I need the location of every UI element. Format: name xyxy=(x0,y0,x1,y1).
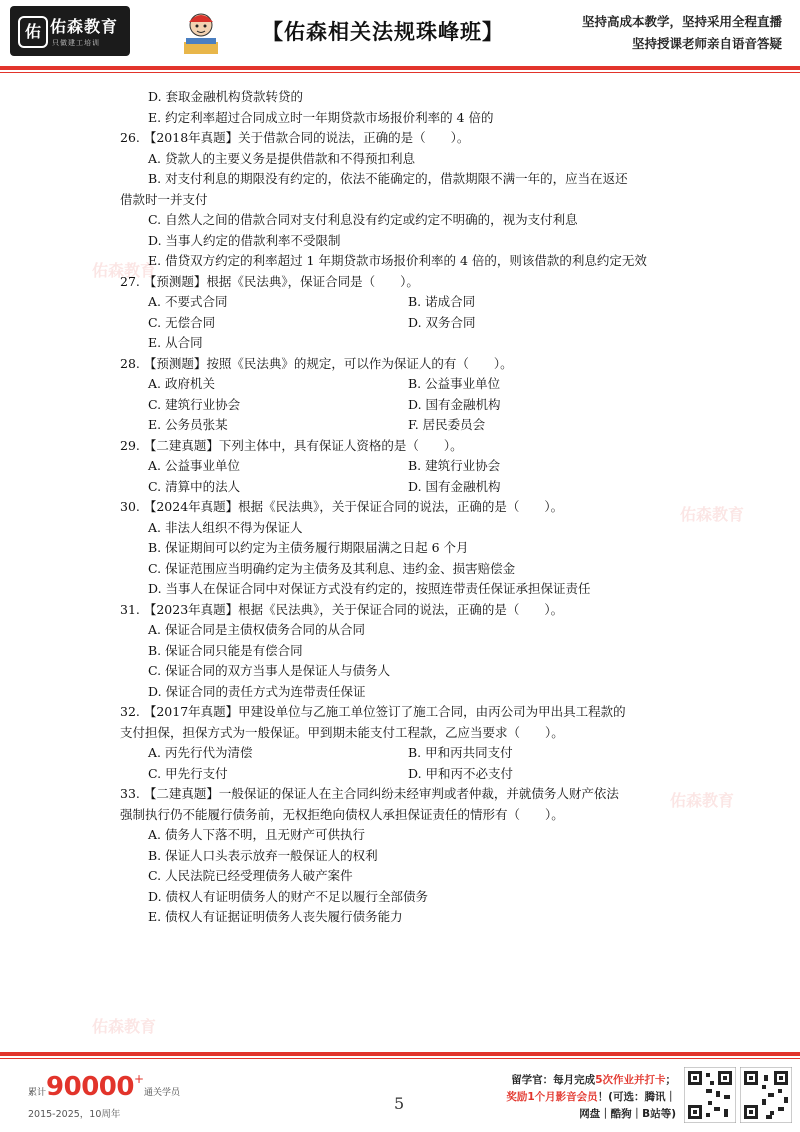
logo-mark: 佑 xyxy=(18,16,48,48)
answer-option: A. 不要式合同 xyxy=(148,294,228,309)
watermark: 佑森教育 xyxy=(670,791,735,810)
promo-1b: 5次作业并打卡 xyxy=(595,1074,666,1086)
answer-option: A. 公益事业单位 xyxy=(148,458,240,473)
answer-option: D. 甲和丙不必支付 xyxy=(408,766,514,781)
question-stem: 31. 【2023年真题】根据《民法典》，关于保证合同的说法，正确的是（ ）。 xyxy=(120,602,564,617)
answer-option: B. 公益事业单位 xyxy=(408,376,501,391)
brand-logo xyxy=(10,6,130,56)
footer-rule-thin xyxy=(0,1058,800,1059)
page-header xyxy=(0,0,800,64)
answer-option: B. 保证期间可以约定为主债务履行期限届满之日起 6 个月 xyxy=(148,540,469,555)
logo-tagline: 只做建工培训 xyxy=(52,39,100,47)
answer-option: C. 甲先行支付 xyxy=(148,766,228,781)
slogan-line-2: 坚持授课老师亲自语音答疑 xyxy=(631,36,782,51)
answer-option: F. 居民委员会 xyxy=(408,417,486,432)
answer-option: A. 政府机关 xyxy=(148,376,215,391)
page-number: 5 xyxy=(394,1094,405,1113)
answer-option: D. 套取金融机构贷款转贷的 xyxy=(148,89,304,104)
answer-option: D. 当事人在保证合同中对保证方式没有约定的，按照连带责任保证承担保证责任 xyxy=(148,581,591,596)
learner-count xyxy=(28,1072,180,1102)
question-stem: 26. 【2018年真题】关于借款合同的说法，正确的是（ ）。 xyxy=(120,130,470,145)
question-stem: 30. 【2024年真题】根据《民法典》，关于保证合同的说法，正确的是（ ）。 xyxy=(120,499,564,514)
watermark: 佑森教育 xyxy=(92,1017,157,1036)
answer-option: E. 约定利率超过合同成立时一年期贷款市场报价利率的 4 倍的 xyxy=(148,110,494,125)
promo-text xyxy=(470,1072,676,1123)
answer-option: D. 国有金融机构 xyxy=(408,397,501,412)
answer-option: E. 从合同 xyxy=(148,335,203,350)
page-title: 【佑森相关法规珠峰班】 xyxy=(262,20,504,44)
question-stem: 28. 【预测题】按照《民法典》的规定，可以作为保证人的有（ ）。 xyxy=(120,356,513,371)
watermark: 佑森教育 xyxy=(680,505,745,524)
count-suffix: 通关学员 xyxy=(144,1088,181,1098)
answer-option: C. 无偿合同 xyxy=(148,315,216,330)
answer-option: C. 保证范围应当明确约定为主债务及其利息、违约金、损害赔偿金 xyxy=(148,561,516,576)
answer-option: A. 保证合同是主债权债务合同的从合同 xyxy=(148,622,365,637)
answer-option: D. 当事人约定的借款利率不受限制 xyxy=(148,233,341,248)
answer-option: C. 自然人之间的借款合同对支付利息没有约定或约定不明确的，视为支付利息 xyxy=(148,212,578,227)
answer-option: B. 对支付利息的期限没有约定的，依法不能确定的，借款期限不满一年的，应当在返还 xyxy=(148,171,628,186)
count-prefix: 累计 xyxy=(28,1088,47,1098)
promo-2b: ！(可选：腾讯｜ xyxy=(597,1091,676,1103)
answer-option: E. 借贷双方约定的利率超过 1 年期贷款市场报价利率的 4 倍的，则该借款的利息约定无效 xyxy=(148,253,647,268)
footer-rule xyxy=(0,1052,800,1056)
header-rule-thin xyxy=(0,72,800,73)
qr-code-icon xyxy=(684,1067,736,1123)
answer-option: A. 贷款人的主要义务是提供借款和不得预扣利息 xyxy=(148,151,415,166)
promo-1a: 留学官：每月完成 xyxy=(511,1074,596,1086)
answer-option: A. 债务人下落不明，且无财产可供执行 xyxy=(148,827,365,842)
answer-option: B. 诺成合同 xyxy=(408,294,476,309)
anniversary-text: 2015-2025，10周年 xyxy=(28,1109,121,1120)
watermark: 佑森教育 xyxy=(92,261,157,280)
answer-option: D. 双务合同 xyxy=(408,315,476,330)
answer-option: B. 保证合同只能是有偿合同 xyxy=(148,643,303,658)
answer-option: E. 债权人有证据证明债务人丧失履行债务能力 xyxy=(148,909,403,924)
question-stem-continued: 支付担保，担保方式为一般保证。甲到期未能支付工程款，乙应当要求（ ）。 xyxy=(120,725,564,740)
answer-option: D. 债权人有证明债务人的财产不足以履行全部债务 xyxy=(148,889,429,904)
mascot-icon xyxy=(178,8,224,56)
answer-option: C. 人民法院已经受理债务人破产案件 xyxy=(148,868,353,883)
answer-option: C. 保证合同的双方当事人是保证人与债务人 xyxy=(148,663,391,678)
logo-name: 佑森教育 xyxy=(50,17,119,36)
promo-3: 网盘｜酷狗｜B站等) xyxy=(579,1108,676,1120)
answer-option: E. 公务员张某 xyxy=(148,417,228,432)
slogan-line-1: 坚持高成本教学，坚持采用全程直播 xyxy=(581,14,782,29)
question-stem: 33. 【二建真题】一般保证的保证人在主合同纠纷未经审判或者仲裁，并就债务人财产依法 xyxy=(120,786,619,801)
qr-code-icon xyxy=(740,1067,792,1123)
answer-option: D. 保证合同的责任方式为连带责任保证 xyxy=(148,684,366,699)
promo-1c: ； xyxy=(665,1074,676,1086)
count-number: 90000 xyxy=(46,1072,134,1102)
question-stem-continued: 强制执行仍不能履行债务前，无权拒绝向债权人承担保证责任的情形有（ ）。 xyxy=(120,807,564,822)
answer-option: B. 建筑行业协会 xyxy=(408,458,501,473)
answer-option: A. 非法人组织不得为保证人 xyxy=(148,520,303,535)
question-stem: 29. 【二建真题】下列主体中，具有保证人资格的是（ ）。 xyxy=(120,438,463,453)
promo-2a: 奖励1个月影音会员 xyxy=(506,1091,598,1103)
answer-option: D. 国有金融机构 xyxy=(408,479,501,494)
question-stem: 32. 【2017年真题】甲建设单位与乙施工单位签订了施工合同，由丙公司为甲出具工程款的 xyxy=(120,704,626,719)
question-stem: 27. 【预测题】根据《民法典》，保证合同是（ ）。 xyxy=(120,274,419,289)
question-stem-continued: 借款时一并支付 xyxy=(120,192,208,207)
answer-option: A. 丙先行代为清偿 xyxy=(148,745,253,760)
count-plus: + xyxy=(133,1072,145,1086)
answer-option: B. 保证人口头表示放弃一般保证人的权利 xyxy=(148,848,378,863)
answer-option: B. 甲和丙共同支付 xyxy=(408,745,513,760)
header-rule xyxy=(0,66,800,70)
answer-option: C. 清算中的法人 xyxy=(148,479,241,494)
answer-option: C. 建筑行业协会 xyxy=(148,397,241,412)
